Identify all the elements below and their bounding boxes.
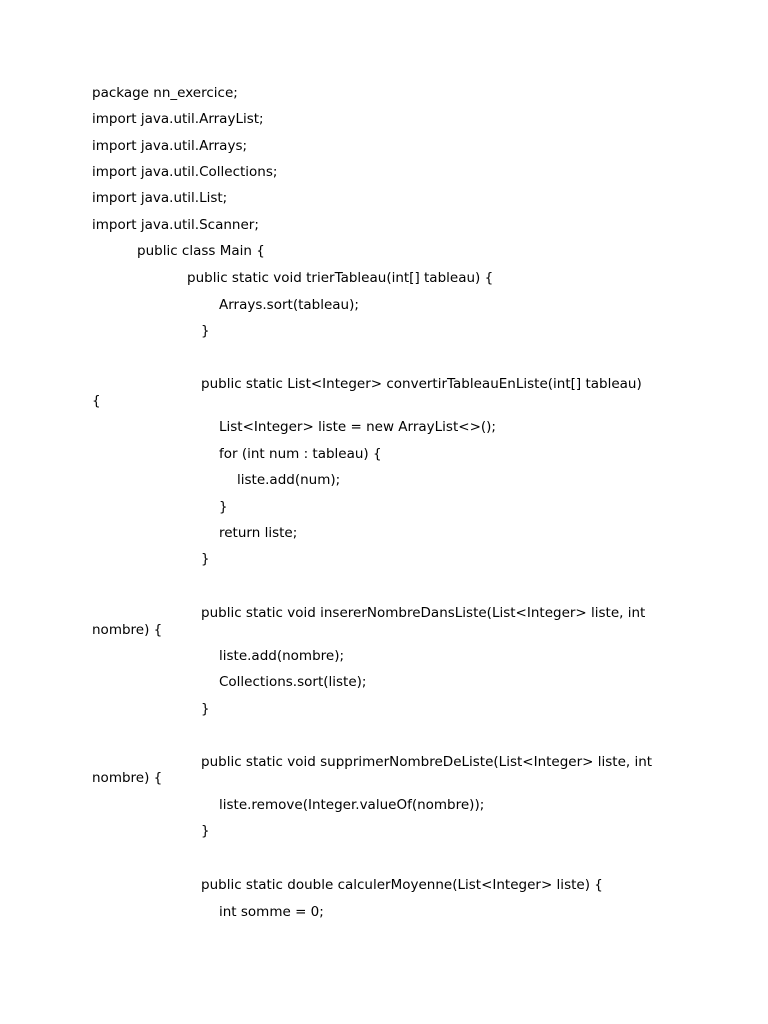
- code-line: public class Main {: [137, 243, 265, 259]
- code-line: liste.remove(Integer.valueOf(nombre));: [219, 797, 485, 813]
- code-line: Collections.sort(liste);: [219, 674, 367, 690]
- code-line: nombre) {: [92, 622, 163, 638]
- code-line: }: [201, 323, 210, 339]
- code-line: public static double calculerMoyenne(List<Integer> liste) {: [201, 877, 603, 893]
- code-line: package nn_exercice;: [92, 85, 238, 101]
- code-line: liste.add(nombre);: [219, 648, 345, 664]
- code-line: {: [92, 393, 101, 409]
- code-line: public static List<Integer> convertirTableauEnListe(int[] tableau): [201, 376, 642, 392]
- code-line: public static void trierTableau(int[] tableau) {: [187, 270, 494, 286]
- code-line: List<Integer> liste = new ArrayList<>();: [219, 419, 496, 435]
- code-line: }: [219, 499, 228, 515]
- code-line: public static void supprimerNombreDeListe(List<Integer> liste, int: [201, 754, 653, 770]
- code-line: }: [201, 701, 210, 717]
- code-line: public static void insererNombreDansListe(List<Integer> liste, int: [201, 605, 646, 621]
- code-line: return liste;: [219, 525, 298, 541]
- code-line: nombre) {: [92, 770, 163, 786]
- code-line: Arrays.sort(tableau);: [219, 297, 359, 313]
- code-line: import java.util.Scanner;: [92, 217, 259, 233]
- code-line: int somme = 0;: [219, 904, 324, 920]
- code-line: liste.add(num);: [237, 472, 341, 488]
- code-line: import java.util.ArrayList;: [92, 111, 264, 127]
- code-line: import java.util.Arrays;: [92, 138, 248, 154]
- code-line: }: [201, 823, 210, 839]
- code-line: import java.util.Collections;: [92, 164, 278, 180]
- code-line: import java.util.List;: [92, 190, 228, 206]
- code-line: for (int num : tableau) {: [219, 446, 382, 462]
- code-line: }: [201, 551, 210, 567]
